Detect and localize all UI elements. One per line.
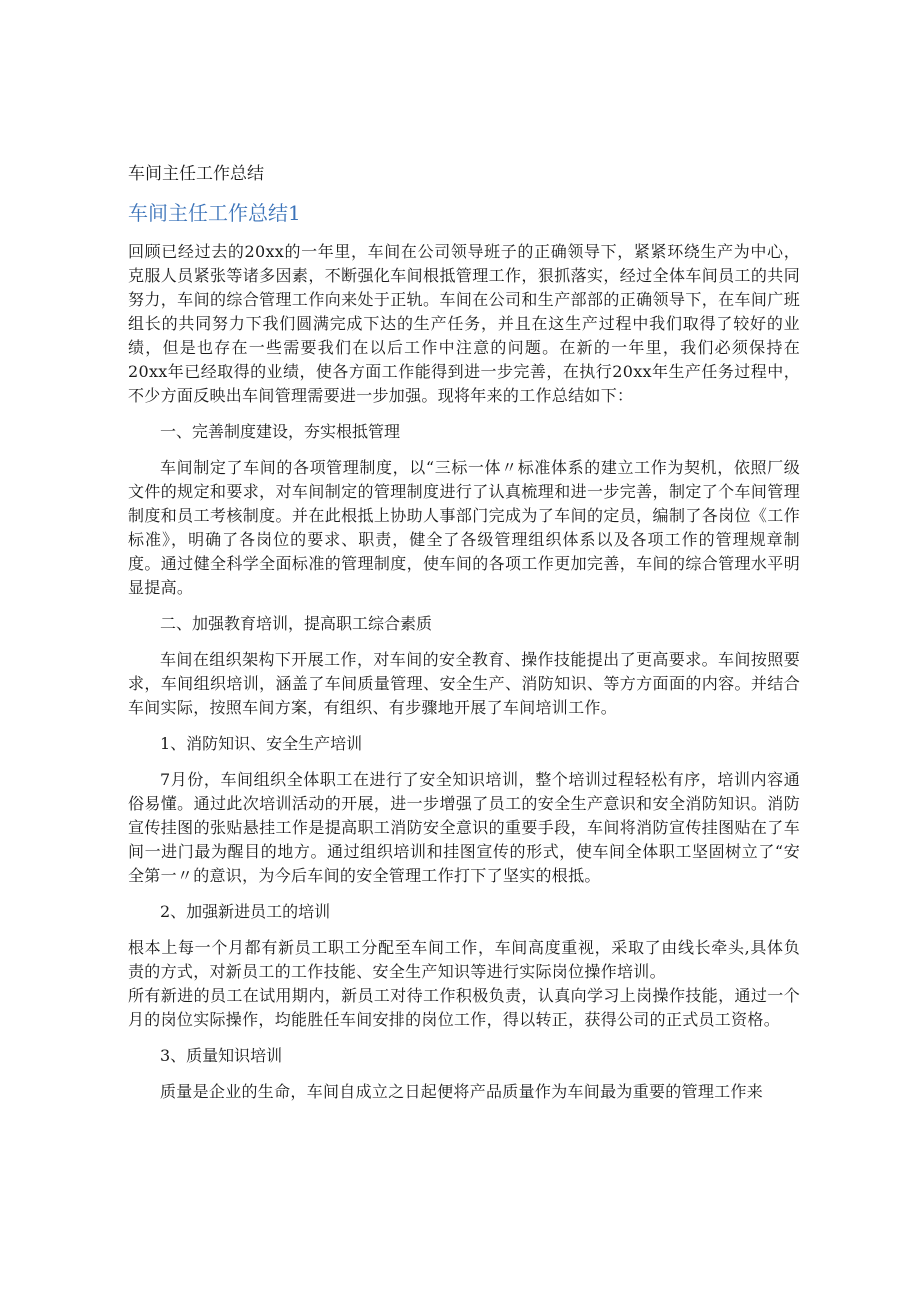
subheading-new-employee-training: 2、加强新进员工的培训 [160,902,331,921]
document-title: 车间主任工作总结 [128,164,264,184]
paragraph-fire-safety-training: 7月份，车间组织全体职工在进行了安全知识培训，整个培训过程轻松有序，培训内容通俗易懂。通过此次培训活动的开展，进一步增强了员工的安全生产意识和安全消防知识。消防宣传挂图的张贴悬挂工作是提高职工消防安全意识的重要手段，车间将消防宣传挂图贴在了车间一进门最为醒目的地方。通过组织培训和挂图宣传的形式，使车间全体职工坚固树立了“安全第一〃的意识，为今后车间的安全管理工作打下了坚实的根抵。 [128,770,800,885]
section-heading: 车间主任工作总结1 [128,201,301,225]
paragraph-system-building: 车间制定了车间的各项管理制度，以“三标一体〃标准体系的建立工作为契机，依照厂级文件的规定和要求，对车间制定的管理制度进行了认真梳理和进一步完善，制定了个车间管理制度和员工考核制度。并在此根抵上协助人事部门完成为了车间的定员，编制了各岗位《工作标准》，明确了各岗位的要求、职责，健全了各级管理组织体系以及各项工作的管理规章制度。通过健全科学全面标准的管理制度，使车间的各项工作更加完善，车间的综合管理水平明显提高。 [128,458,800,597]
subheading-quality-training: 3、质量知识培训 [160,1046,283,1065]
subheading-education-training: 二、加强教育培训，提高职工综合素质 [160,614,433,633]
paragraph-new-employee-1: 根本上每一个月都有新员工职工分配至车间工作，车间高度重视，采取了由线长牵头,具体负责的方式，对新员工的工作技能、安全生产知识等进行实际岗位操作培训。 [128,938,800,981]
subheading-system-building: 一、完善制度建设，夯实根抵管理 [160,422,401,441]
paragraph-new-employee-2: 所有新进的员工在试用期内，新员工对待工作积极负责，认真向学习上岗操作技能，通过一个月的岗位实际操作，均能胜任车间安排的岗位工作，得以转正，获得公司的正式员工资格。 [128,986,800,1029]
document-page [128,160,800,1116]
subheading-fire-safety-training: 1、消防知识、安全生产培训 [160,734,363,753]
paragraph-intro: 回顾已经过去的20xx的一年里，车间在公司领导班子的正确领导下，紧紧环绕生产为中心，克服人员紧张等诸多因素，不断强化车间根抵管理工作，狠抓落实，经过全体车间员工的共同努力，车间的综合管理工作向来处于正轨。车间在公司和生产部部的正确领导下，在车间广班组长的共同努力下我们圆满完成下达的生产任务，并且在这生产过程中我们取得了较好的业绩，但是也存在一些需要我们在以后工作中注意的问题。在新的一年里，我们必须保持在20xx年已经取得的业绩，使各方面工作能得到进一步完善，在执行20xx年生产任务过程中，不少方面反映出车间管理需要进一步加强。现将年来的工作总结如下： [128,242,800,405]
paragraph-education-training: 车间在组织架构下开展工作，对车间的安全教育、操作技能提出了更高要求。车间按照要求，车间组织培训，涵盖了车间质量管理、安全生产、消防知识、等方方面面的内容。并结合车间实际，按照车间方案，有组织、有步骤地开展了车间培训工作。 [128,650,800,717]
paragraph-quality-training: 质量是企业的生命，车间自成立之日起便将产品质量作为车间最为重要的管理工作来 [160,1082,764,1101]
